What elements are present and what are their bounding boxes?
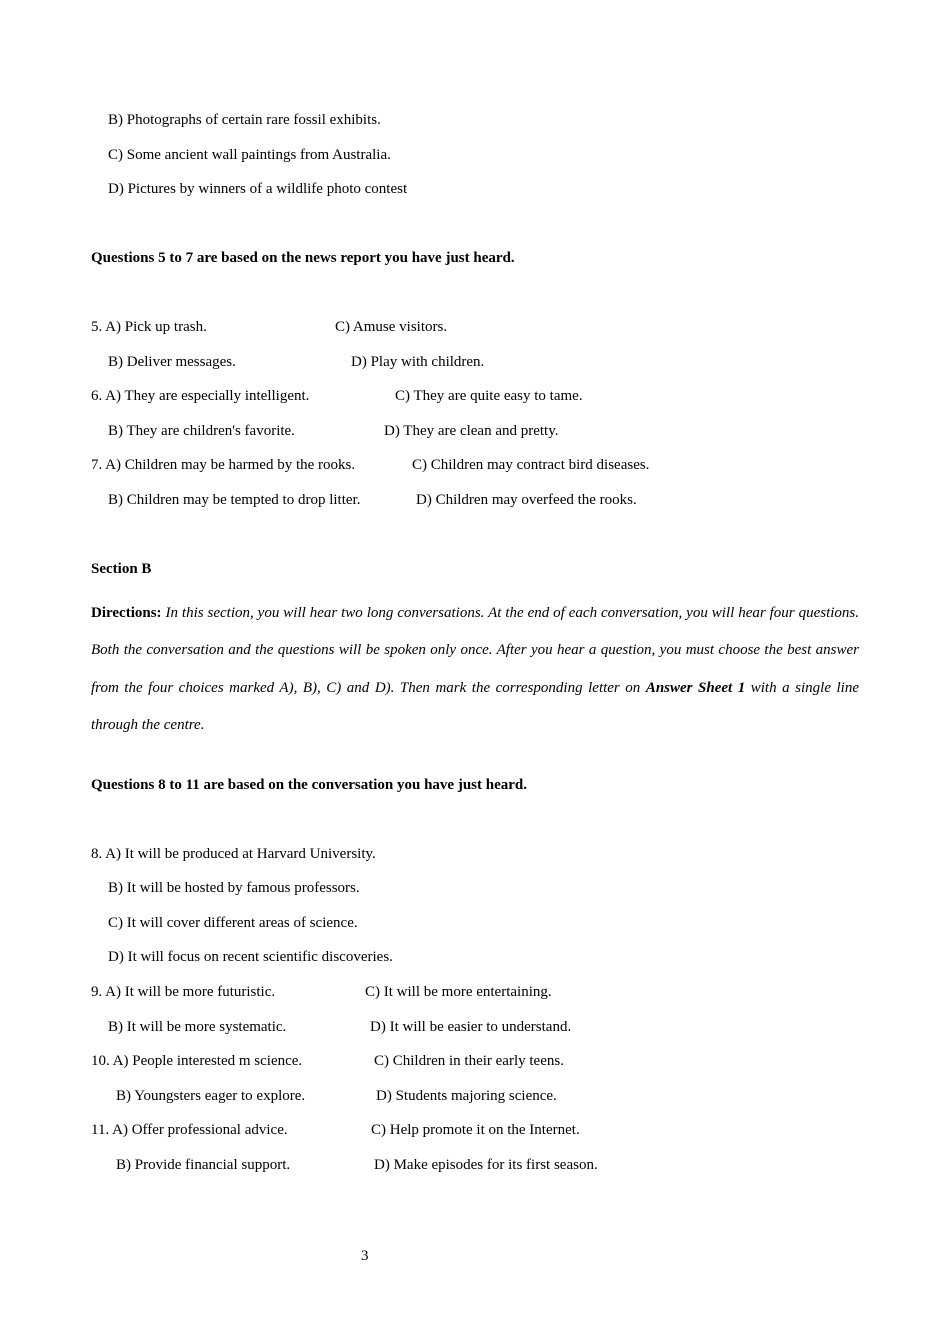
q9-option-c: C) It will be more entertaining. xyxy=(365,984,552,1000)
q5-option-a: 5. A) Pick up trash. xyxy=(91,319,207,335)
q4-option-b: B) Photographs of certain rare fossil exhibits. xyxy=(108,112,381,128)
q6-option-b: B) They are children's favorite. xyxy=(108,423,295,439)
q4-option-c: C) Some ancient wall paintings from Australia. xyxy=(108,147,391,163)
q8-option-b: B) It will be hosted by famous professors. xyxy=(108,880,360,896)
q11-option-c: C) Help promote it on the Internet. xyxy=(371,1122,580,1138)
q6-option-d: D) They are clean and pretty. xyxy=(384,423,559,439)
page-number: 3 xyxy=(361,1248,369,1264)
q8-option-c: C) It will cover different areas of science. xyxy=(108,915,358,931)
q8-option-a: 8. A) It will be produced at Harvard University. xyxy=(91,846,376,862)
q10-option-b: B) Youngsters eager to explore. xyxy=(116,1088,306,1104)
q8-option-d: D) It will focus on recent scientific discoveries. xyxy=(108,949,393,965)
directions-text-2: with a single line through the centre. xyxy=(91,679,859,733)
q11-option-a: 11. A) Offer professional advice. xyxy=(91,1122,288,1138)
q11-option-b: B) Provide financial support. xyxy=(116,1157,291,1173)
q5-option-b: B) Deliver messages. xyxy=(108,354,236,370)
q5-option-c: C) Amuse visitors. xyxy=(335,319,448,335)
q9-option-a: 9. A) It will be more futuristic. xyxy=(91,984,276,1000)
q7-option-d: D) Children may overfeed the rooks. xyxy=(416,492,637,508)
directions-text-1: In this section, you will hear two long conversations. At the end of each conversation, you will hear four questions. Both the conversation and the questions will be spoken only once. After you hear a question, you must choose the best answer from the four choices marked A), B), C) and D). Then mark the corresponding letter on xyxy=(91,605,859,696)
section-b-directions xyxy=(91,595,859,744)
q4-option-d: D) Pictures by winners of a wildlife photo contest xyxy=(108,181,408,197)
q9-option-b: B) It will be more systematic. xyxy=(108,1019,287,1035)
q11-option-d: D) Make episodes for its first season. xyxy=(374,1157,598,1173)
q7-option-a: 7. A) Children may be harmed by the rooks. xyxy=(91,457,356,473)
heading-questions-8-11: Questions 8 to 11 are based on the conversation you have just heard. xyxy=(91,777,527,793)
directions-label: Directions: xyxy=(91,605,162,621)
answer-sheet-label: Answer Sheet 1 xyxy=(645,679,746,696)
heading-questions-5-7: Questions 5 to 7 are based on the news report you have just heard. xyxy=(91,250,515,266)
q6-option-a: 6. A) They are especially intelligent. xyxy=(91,388,310,404)
section-b-title: Section B xyxy=(91,561,152,577)
q9-option-d: D) It will be easier to understand. xyxy=(370,1019,572,1035)
q10-option-c: C) Children in their early teens. xyxy=(374,1053,564,1069)
q7-option-b: B) Children may be tempted to drop litter. xyxy=(108,492,361,508)
q10-option-a: 10. A) People interested m science. xyxy=(91,1053,303,1069)
q5-option-d: D) Play with children. xyxy=(351,354,485,370)
q6-option-c: C) They are quite easy to tame. xyxy=(395,388,583,404)
q7-option-c: C) Children may contract bird diseases. xyxy=(412,457,650,473)
q10-option-d: D) Students majoring science. xyxy=(376,1088,557,1104)
